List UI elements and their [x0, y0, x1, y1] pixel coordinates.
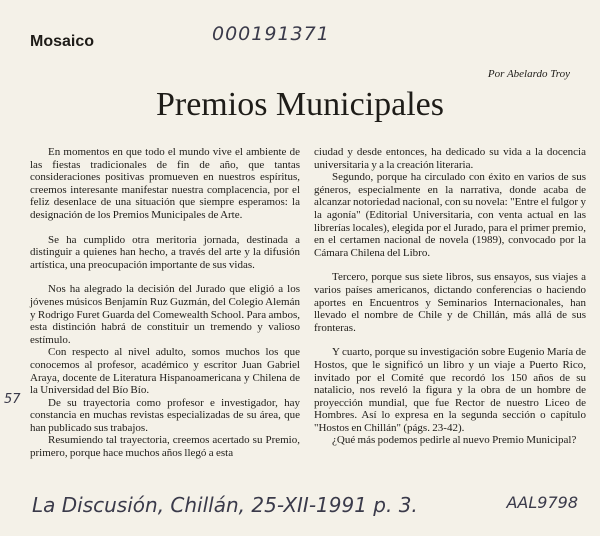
paragraph: Nos ha alegrado la decisión del Jurado que eligió a los jóvenes músicos Benjamín Ruz Guzmán, del Colegio Alemán y Rodrigo Furet Guarda del Comewealth School. Para ambos, esta distinción habrá de constituir un tremendo y valioso estímulo. — [30, 283, 300, 346]
paragraph: Segundo, porque ha circulado con éxito en varios de sus géneros, especialmente en la narrativa, donde acaba de alcanzar notoriedad nacional, con su novela: "Entre el fulgor y la agonía" (Editorial Universitaria, con venta actual en las librerías locales), elegida por el Jurado, para el primer premio, en el certamen nacional de novela (1989), convocado por la Cámara Chilena del Libro. — [314, 171, 586, 259]
section-heading: Mosaico — [30, 33, 95, 50]
archive-number: AAL9798 — [506, 493, 578, 512]
article-title: Premios Municipales — [155, 86, 445, 123]
paragraph: Con respecto al nivel adulto, somos muchos los que conocemos al profesor, académico y escritor Juan Gabriel Araya, docente de Literatura Hispanoamericana y Chilena de la Universidad del Bío Bío. — [30, 346, 300, 397]
catalog-code: 000191371 — [212, 23, 330, 45]
paragraph: ¿Qué más podemos pedirle al nuevo Premio Municipal? — [332, 434, 577, 447]
paragraph: Tercero, porque sus siete libros, sus ensayos, sus viajes a varios países americanos, dictando conferencias o haciendo aportes en Encuentros y Seminarios Internacionales, han llevado el nombre de Chile y de Chillán, más allá de sus fronteras. — [314, 271, 586, 334]
source-note: La Discusión, Chillán, 25-XII-1991 p. 3. — [32, 493, 418, 517]
paragraph: ciudad y desde entonces, ha dedicado su vida a la docencia universitaria y a la creación literaria. — [314, 146, 586, 171]
paragraph: En momentos en que todo el mundo vive el ambiente de las fiestas tradicionales de fin de año, que tantas consideraciones positivas promueven en nuestros espíritus, creemos interesante manifestar nuestra complacencia, por el feliz desenlace de una situación que siempre esperamos: la designación de los Premios Municipales de Arte. — [30, 146, 300, 221]
paragraph: Y cuarto, porque su investigación sobre Eugenio María de Hostos, que le significó un libro y un viaje a Puerto Rico, invitado por el Comité que recordó los 150 años de su natalicio, nos reveló la figura y la obra de un hombre de proyección mundial, que fue Rector de nuestro Liceo de Hombres. Así lo expresa en la segunda sección o capítulo "Hostos en Chillán" (págs. 23-42). — [314, 346, 586, 434]
byline: Por Abelardo Troy — [487, 68, 570, 80]
paragraph: De su trayectoria como profesor e investigador, hay constancia en muchas revistas especializadas de su área, que han publicado sus trabajos. — [30, 396, 300, 434]
left-column — [30, 146, 300, 460]
margin-mark: 57 — [4, 392, 21, 407]
right-column — [314, 146, 586, 459]
paragraph: Se ha cumplido otra meritoria jornada, destinada a distinguir a quienes han hecho, a través del arte y la difusión artística, una preocupación importante de sus vidas. — [30, 233, 300, 271]
paragraph: Resumiendo tal trayectoria, creemos acertado su Premio, primero, porque hace muchos años llegó a esta — [30, 434, 300, 460]
